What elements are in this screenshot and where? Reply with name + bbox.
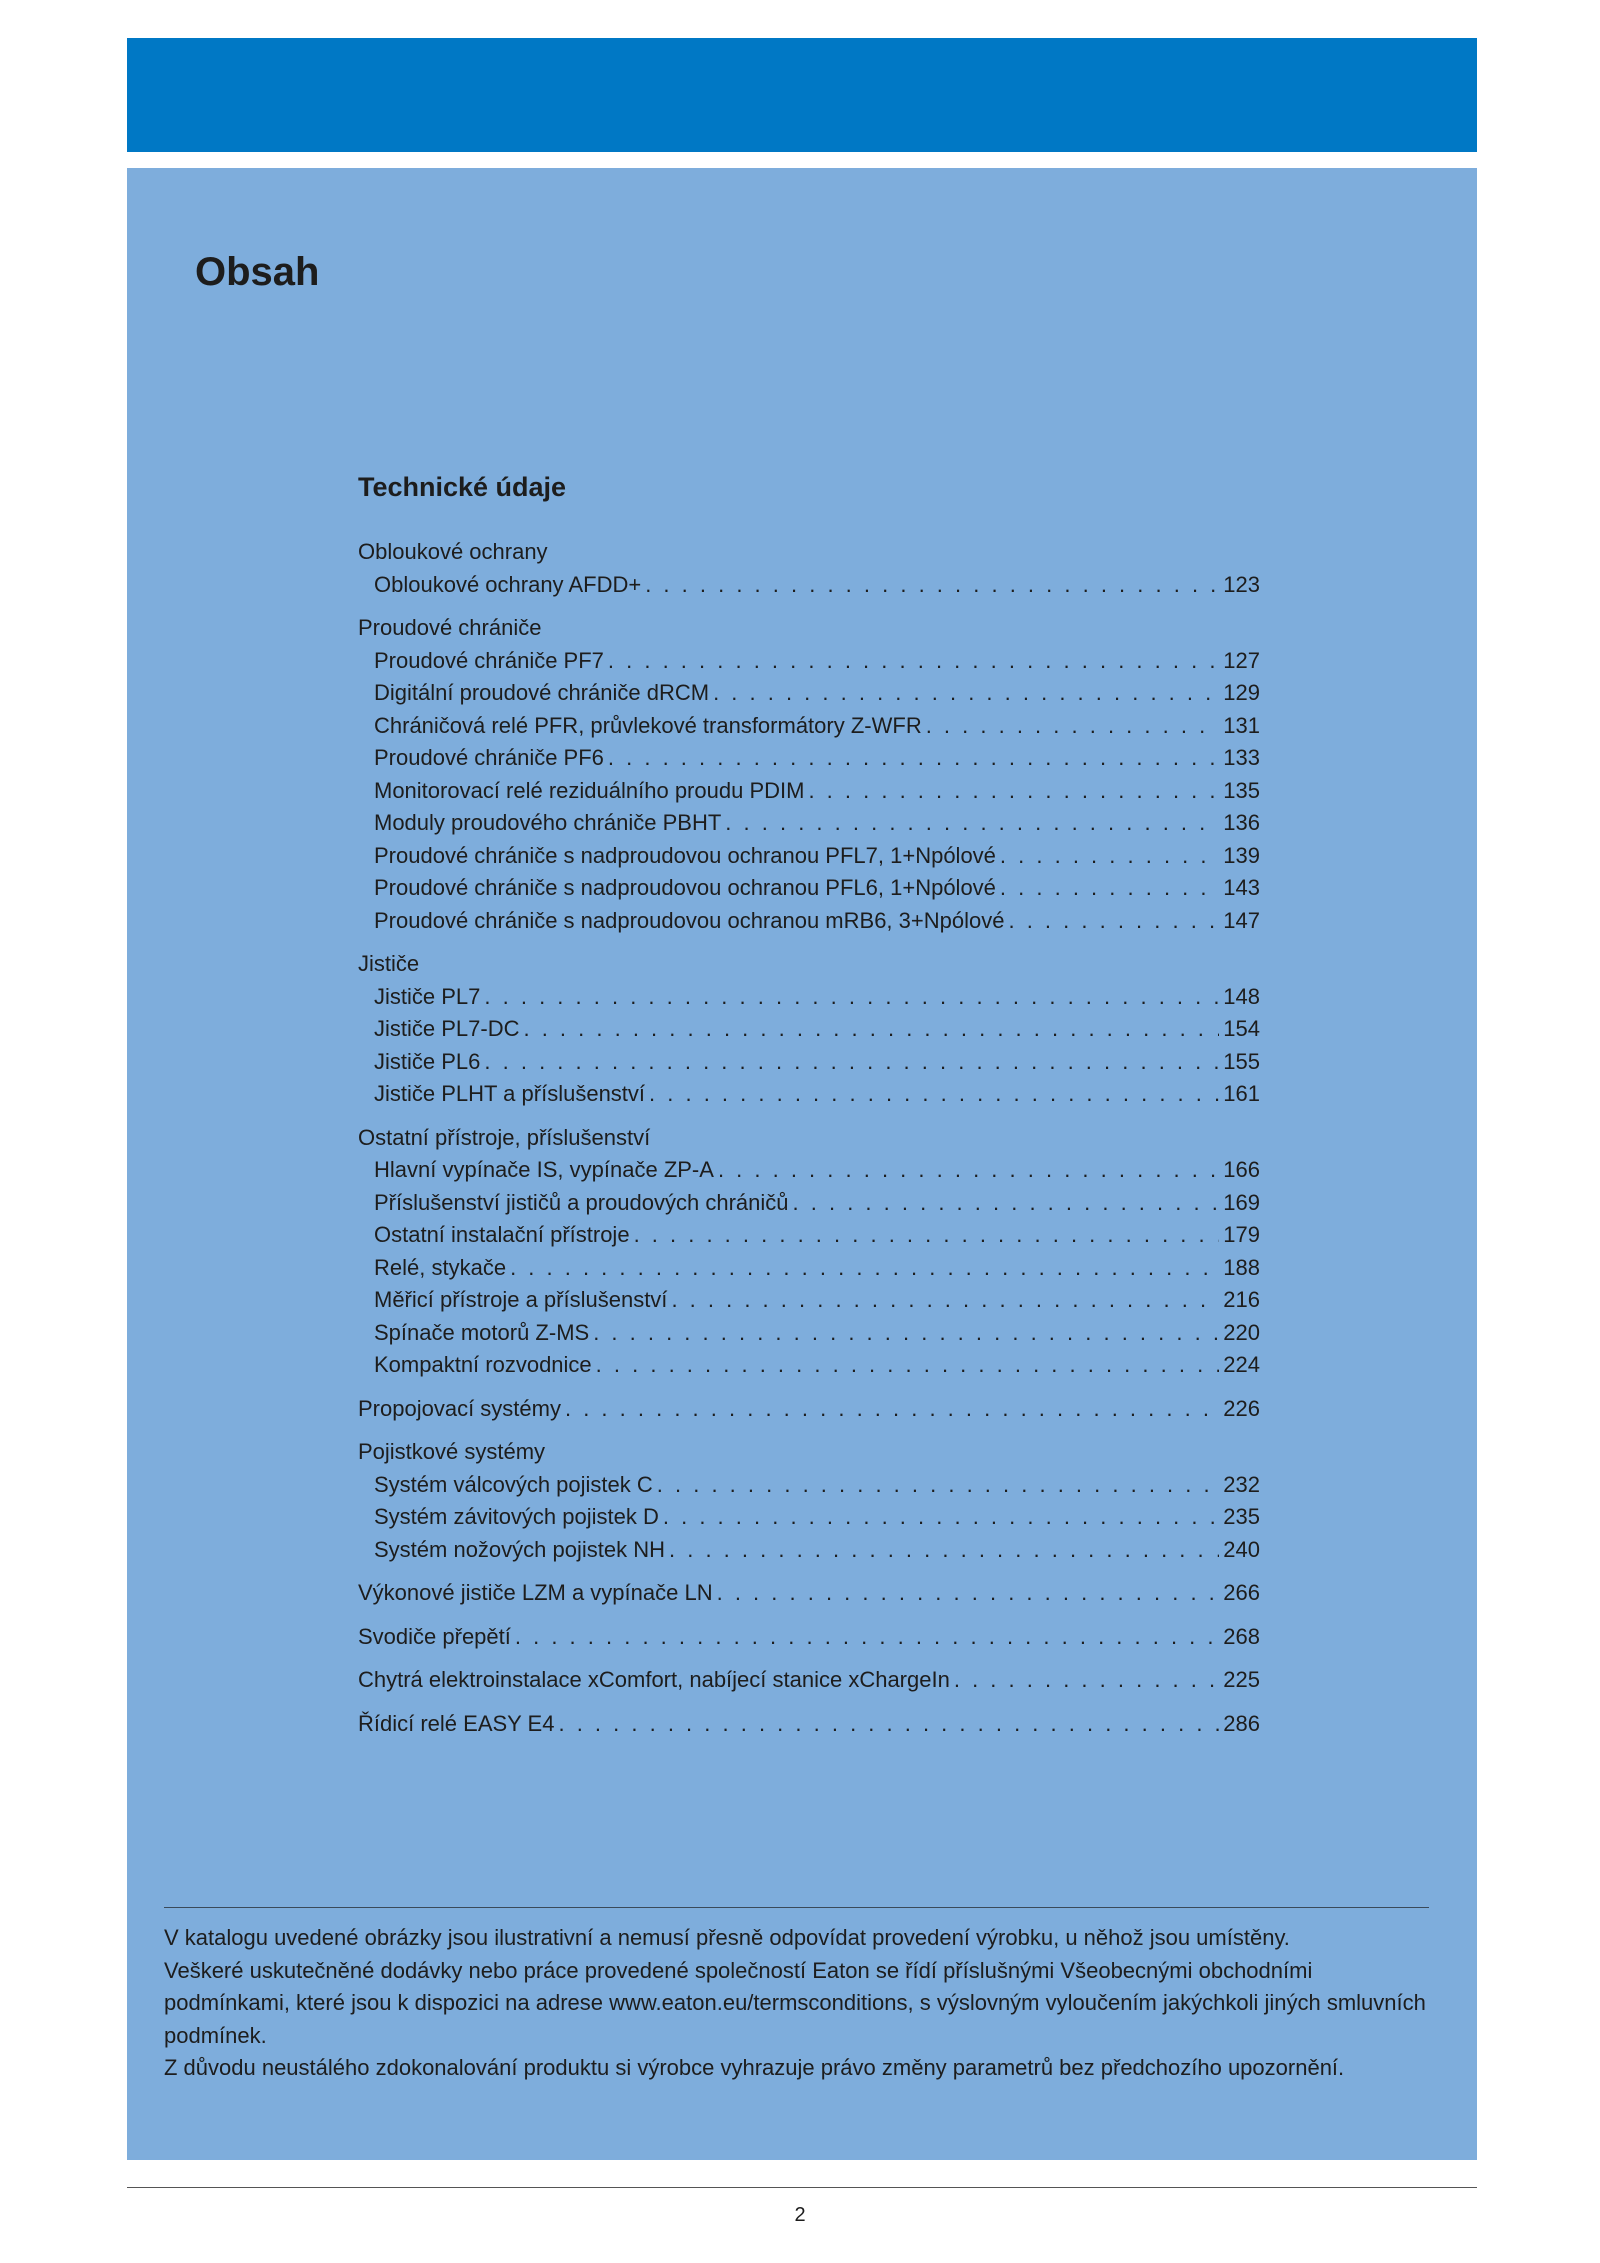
toc-group — [358, 536, 1260, 601]
toc-entry-label: Systém nožových pojistek NH — [374, 1536, 665, 1562]
toc-entry-label: Propojovací systémy — [358, 1395, 561, 1421]
toc-entry-label: Proudové chrániče s nadproudovou ochranou PFL7, 1+Npólové — [374, 842, 996, 868]
dot-leader — [926, 710, 1220, 743]
toc-entry-label: Chytrá elektroinstalace xComfort, nabíjecí stanice xChargeIn — [358, 1667, 950, 1692]
toc-entry-page: 240 — [1223, 1536, 1260, 1562]
toc-entry-page: 127 — [1223, 647, 1260, 673]
toc-entry[interactable] — [358, 569, 1260, 602]
toc-entry[interactable] — [358, 1252, 1260, 1285]
toc-entry-page: 129 — [1223, 680, 1260, 705]
toc-entry[interactable] — [358, 775, 1260, 808]
toc-entry-page: 154 — [1223, 1016, 1260, 1041]
toc-entry-label: Kompaktní rozvodnice — [374, 1352, 592, 1377]
toc-entry-page: 225 — [1223, 1667, 1260, 1692]
toc-entry-label: Hlavní vypínače IS, vypínače ZP-A — [374, 1157, 714, 1182]
toc-entry-label: Proudové chrániče s nadproudovou ochranou mRB6, 3+Npólové — [374, 907, 1005, 933]
toc-group — [358, 1577, 1260, 1610]
disclaimer-line: Z důvodu neustálého zdokonalování produktu si výrobce vyhrazuje právo změny parametrů bez předchozího upozornění. — [164, 2055, 1345, 2080]
toc-entry[interactable] — [358, 807, 1260, 840]
toc-entry-page: 135 — [1223, 777, 1260, 803]
toc-entry-label: Ostatní instalační přístroje — [374, 1222, 630, 1247]
disclaimer-line: V katalogu uvedené obrázky jsou ilustrativní a nemusí přesně odpovídat provedení výrobku, u něhož jsou umístěny. — [164, 1925, 1290, 1950]
toc-entry-label: Moduly proudového chrániče PBHT — [374, 810, 722, 835]
toc-entry-page: 123 — [1223, 571, 1260, 597]
toc-entry-page: 139 — [1223, 842, 1260, 868]
dot-leader — [793, 1187, 1220, 1220]
toc-entry[interactable] — [358, 1349, 1260, 1382]
dot-leader — [649, 1078, 1219, 1111]
toc-entry-label: Příslušenství jističů a proudových chráničů — [374, 1189, 789, 1215]
toc-entry[interactable] — [358, 1078, 1260, 1111]
toc-entry[interactable] — [358, 1664, 1260, 1697]
toc-entry[interactable] — [358, 1534, 1260, 1567]
toc-entry-page: 266 — [1223, 1580, 1260, 1605]
toc-entry[interactable] — [358, 677, 1260, 710]
toc-entry-page: 220 — [1223, 1319, 1260, 1345]
dot-leader — [565, 1393, 1219, 1426]
toc-entry-label: Proudové chrániče PF7 — [374, 647, 604, 673]
toc-entry-page: 179 — [1223, 1222, 1260, 1247]
dot-leader — [510, 1252, 1219, 1285]
toc-entry[interactable] — [358, 1501, 1260, 1534]
toc-entry[interactable] — [358, 1621, 1260, 1654]
header-color-bar — [127, 38, 1477, 152]
toc-entry-label: Monitorovací relé reziduálního proudu PDIM — [374, 777, 805, 803]
toc-entry-page: 188 — [1223, 1254, 1260, 1280]
toc-entry-label: Systém válcových pojistek C — [374, 1471, 653, 1497]
dot-leader — [1000, 872, 1219, 905]
toc-group-heading: Pojistkové systémy — [358, 1439, 546, 1464]
dot-leader — [671, 1284, 1219, 1317]
toc-entry-label: Výkonové jističe LZM a vypínače LN — [358, 1580, 713, 1605]
toc-entry[interactable] — [358, 981, 1260, 1014]
page-number: 2 — [794, 2204, 806, 2226]
toc-entry-label: Spínače motorů Z-MS — [374, 1319, 590, 1345]
dot-leader — [596, 1349, 1220, 1382]
toc-entry-page: 235 — [1223, 1504, 1260, 1529]
toc-entry-label: Proudové chrániče s nadproudovou ochranou PFL6, 1+Npólové — [374, 875, 996, 900]
toc-group — [358, 1621, 1260, 1654]
toc-entry-page: 232 — [1223, 1471, 1260, 1497]
toc-entry[interactable] — [358, 710, 1260, 743]
toc-entry-label: Jističe PLHT a příslušenství — [374, 1081, 646, 1106]
toc-entry-page: 166 — [1223, 1157, 1260, 1182]
dot-leader — [713, 677, 1219, 710]
toc-entry-page: 148 — [1223, 983, 1260, 1009]
page-title: Obsah — [195, 250, 320, 294]
dot-leader — [484, 1046, 1219, 1079]
toc-entry-page: 226 — [1223, 1395, 1260, 1421]
toc-entry-page: 169 — [1223, 1189, 1260, 1215]
dot-leader — [608, 742, 1219, 775]
dot-leader — [634, 1219, 1220, 1252]
toc-entry[interactable] — [358, 1046, 1260, 1079]
dot-leader — [608, 645, 1219, 678]
dot-leader — [1008, 905, 1219, 938]
toc-group-heading: Proudové chrániče — [358, 615, 542, 640]
toc-group — [358, 1393, 1260, 1426]
toc-entry-page: 216 — [1223, 1287, 1260, 1312]
toc-entry-page: 224 — [1223, 1352, 1260, 1377]
dot-leader — [484, 981, 1219, 1014]
dot-leader — [515, 1621, 1219, 1654]
toc-group — [358, 1436, 1260, 1566]
toc-entry-page: 143 — [1223, 875, 1260, 900]
toc-entry-label: Digitální proudové chrániče dRCM — [374, 680, 710, 705]
toc-entry[interactable] — [358, 1577, 1260, 1610]
toc-entry-label: Jističe PL7 — [374, 983, 481, 1009]
toc-entry[interactable] — [358, 1469, 1260, 1502]
toc-entry-page: 268 — [1223, 1623, 1260, 1649]
toc-entry-label: Jističe PL7-DC — [374, 1016, 520, 1041]
disclaimer — [164, 1922, 1444, 2085]
disclaimer-line: Veškeré uskutečněné dodávky nebo práce provedené společností Eaton se řídí příslušnými Všeobecnými obchodními podmínkami, které jsou k dispozici na adrese www.eaton.eu/termsconditions, s výslovným vyloučením jakýchkoli jiných smluvních podmínek. — [164, 1957, 1426, 2048]
dot-leader — [725, 807, 1219, 840]
toc-group — [358, 612, 1260, 937]
dot-leader — [1000, 840, 1219, 873]
footer-divider — [127, 2187, 1477, 2188]
dot-leader — [657, 1469, 1220, 1502]
toc-entry-label: Měřicí přístroje a příslušenství — [374, 1287, 668, 1312]
section-title: Technické údaje — [358, 472, 567, 502]
toc-group-heading: Jističe — [358, 951, 420, 976]
table-of-contents — [358, 536, 1260, 1751]
dot-leader — [808, 775, 1219, 808]
dot-leader — [558, 1708, 1219, 1741]
toc-group — [358, 1664, 1260, 1697]
toc-entry[interactable] — [358, 1284, 1260, 1317]
toc-group-heading: Ostatní přístroje, příslušenství — [358, 1124, 651, 1150]
toc-entry-label: Systém závitových pojistek D — [374, 1504, 659, 1529]
dot-leader — [645, 569, 1219, 602]
dot-leader — [523, 1013, 1219, 1046]
toc-entry[interactable] — [358, 1708, 1260, 1741]
toc-entry-page: 155 — [1223, 1048, 1260, 1074]
toc-entry[interactable] — [358, 1393, 1260, 1426]
toc-entry[interactable] — [358, 905, 1260, 938]
toc-entry-page: 147 — [1223, 907, 1260, 933]
dot-leader — [717, 1577, 1220, 1610]
toc-entry[interactable] — [358, 1219, 1260, 1252]
toc-group — [358, 1708, 1260, 1741]
toc-entry-page: 133 — [1223, 745, 1260, 770]
toc-entry[interactable] — [358, 1317, 1260, 1350]
toc-entry-page: 136 — [1223, 810, 1260, 835]
toc-entry[interactable] — [358, 1187, 1260, 1220]
toc-entry-label: Svodiče přepětí — [358, 1623, 511, 1649]
dot-leader — [718, 1154, 1219, 1187]
toc-entry[interactable] — [358, 645, 1260, 678]
dot-leader — [669, 1534, 1219, 1567]
divider — [164, 1907, 1429, 1908]
toc-entry-label: Proudové chrániče PF6 — [374, 745, 604, 770]
toc-group-heading: Obloukové ochrany — [358, 539, 548, 564]
toc-entry[interactable] — [358, 1013, 1260, 1046]
toc-entry[interactable] — [358, 1154, 1260, 1187]
toc-entry[interactable] — [358, 840, 1260, 873]
toc-group — [358, 948, 1260, 1111]
toc-entry-page: 161 — [1223, 1081, 1260, 1106]
toc-entry[interactable] — [358, 742, 1260, 775]
toc-entry-label: Řídicí relé EASY E4 — [358, 1710, 555, 1736]
dot-leader — [593, 1317, 1219, 1350]
dot-leader — [663, 1501, 1219, 1534]
dot-leader — [954, 1664, 1219, 1697]
toc-entry-page: 286 — [1223, 1710, 1260, 1736]
toc-group — [358, 1122, 1260, 1382]
toc-entry-label: Obloukové ochrany AFDD+ — [374, 571, 642, 597]
toc-entry-label: Jističe PL6 — [374, 1048, 481, 1074]
toc-entry-page: 131 — [1223, 712, 1260, 738]
toc-entry-label: Chráničová relé PFR, průvlekové transformátory Z-WFR — [374, 712, 922, 738]
toc-entry-label: Relé, stykače — [374, 1254, 507, 1280]
toc-entry[interactable] — [358, 872, 1260, 905]
